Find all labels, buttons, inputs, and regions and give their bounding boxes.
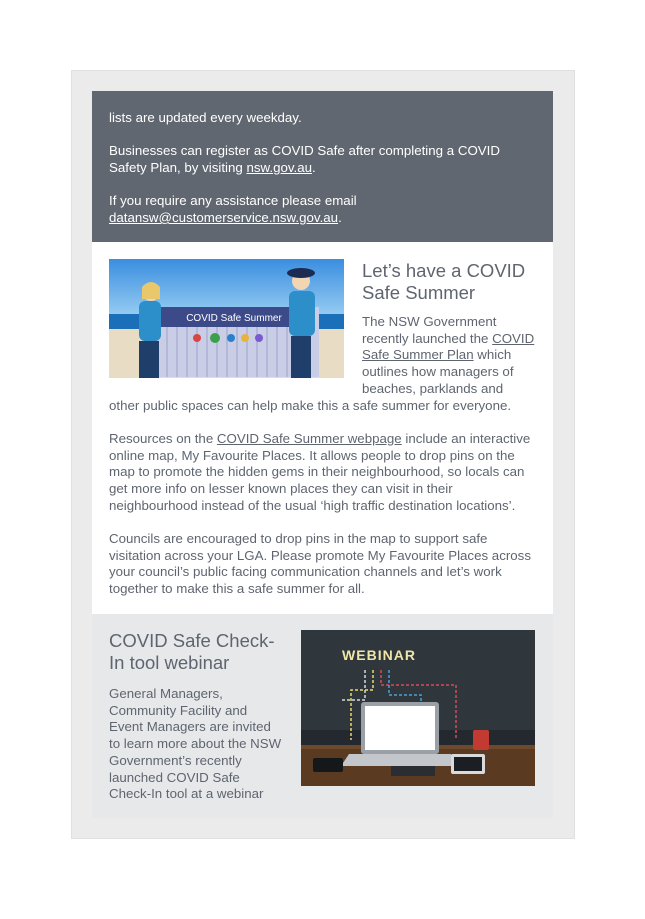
summer-plan-link-part2[interactable]: Safe Summer Plan [362,347,474,363]
notice-block [92,91,553,242]
webinar-article [92,614,553,818]
towel-caption: COVID Safe Summer [186,313,282,324]
summer-photo [109,259,344,378]
nsw-gov-link[interactable]: nsw.gov.au [246,160,313,175]
summer-intro-continued: other public spaces can help make this a safe summer for everyone. [109,398,512,413]
beach-image [109,259,344,378]
councils-paragraph: Councils are encouraged to drop pins in the map to support safe visitation across your LGA. Please promote My Favourite Places across your council’s public facing communication channels and let’s work together to make this a safe summer for all. [109,531,531,597]
chalk-webinar-text: WEBINAR [342,647,416,663]
update-note: lists are updated every weekday. [109,110,302,125]
summer-article [92,242,553,614]
webinar-image [301,630,535,786]
email-link[interactable]: datansw@customerservice.nsw.gov.au [109,210,339,225]
summer-title: Let’s have a COVID Safe Summer [362,260,526,303]
resources-paragraph: Resources on the COVID Safe Summer webpage include an interactive online map, My Favourite Places. It allows people to drop pins on the map to promote the hidden gems in their neighbourhood, so locals can get more info on lesser known places they can visit in their neighbourhood instead of the usual ‘high traffic destination locations’. [109,431,531,513]
webinar-title: COVID Safe Check- In tool webinar [109,630,275,673]
summer-intro: The NSW Government recently launched the COVID Safe Summer Plan which outlines how managers of beaches, parklands and [362,314,535,396]
summer-plan-link-part1[interactable]: COVID [492,330,535,346]
webinar-body: General Managers, Community Facility and Event Managers are invited to learn more about the NSW Government’s recently launched COVID Safe Check-In tool at a webinar [109,686,282,802]
assistance-text: If you require any assistance please email datansw@customerservice.nsw.gov.au. [109,193,357,225]
business-register-text: Businesses can register as COVID Safe after completing a COVID Safety Plan, by visiting nsw.gov.au. [109,143,500,175]
summer-webpage-link[interactable]: COVID Safe Summer webpage [216,431,402,446]
webinar-photo [301,630,535,786]
